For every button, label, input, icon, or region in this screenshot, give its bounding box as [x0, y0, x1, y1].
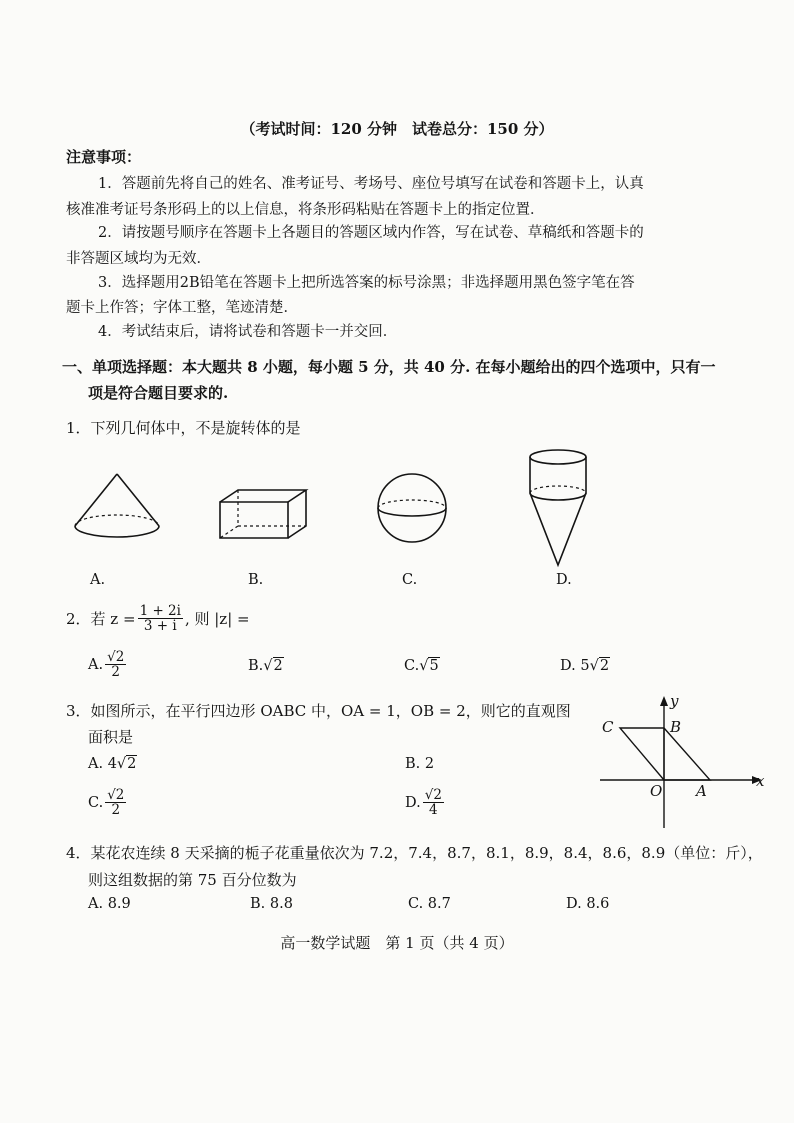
q2-denominator: 3 + i: [143, 618, 177, 635]
option-d: D. 8.6: [566, 896, 610, 912]
cone-icon: [72, 470, 162, 542]
fraction-numerator: √2: [424, 787, 442, 803]
section-heading: 一、单项选择题：本大题共 8 小题，每小题 5 分，共 40 分. 在每小题给出的四个选项中，只有一: [62, 358, 716, 376]
fraction-denominator: 2: [111, 802, 121, 819]
question-4-stem: 则这组数据的第 75 百分位数为: [88, 871, 297, 889]
point-o-label: O: [650, 782, 663, 800]
option-c: [88, 788, 128, 817]
sqrt-expression: √2: [589, 658, 610, 674]
point-a-label: A: [696, 782, 707, 800]
radicand: 5: [429, 658, 439, 674]
note-line: 1．答题前先将自己的姓名、准考证号、考场号、座位号填写在试卷和答题卡上，认真: [98, 176, 644, 192]
x-axis-label: x: [756, 772, 765, 790]
option-fraction: [105, 650, 126, 679]
q2-numerator: 1 + 2i: [139, 603, 181, 619]
option-label: A. 4: [88, 756, 117, 772]
fraction-denominator: 2: [111, 664, 120, 681]
option-a: [88, 756, 137, 772]
option-b: B. 2: [405, 756, 435, 772]
q2-fraction: [138, 604, 183, 633]
radicand: 2: [599, 658, 610, 674]
question-2-stem: [66, 604, 250, 633]
point-b-label: B: [670, 718, 682, 736]
cylinder-cone-icon: [526, 447, 590, 569]
sqrt-expression: √5: [419, 658, 439, 674]
radicand: 2: [127, 756, 137, 772]
notes-title: 注意事项：: [66, 148, 142, 166]
option-d: [560, 658, 610, 674]
parallelogram-figure: [596, 692, 772, 830]
option-label: C.: [88, 794, 104, 811]
option-b: B.: [248, 572, 264, 588]
option-fraction: [423, 788, 444, 817]
question-3-stem: 面积是: [88, 728, 134, 746]
option-b: [248, 658, 284, 674]
option-label: D.: [405, 794, 421, 811]
radicand: 2: [273, 658, 283, 674]
note-line: 2．请按题号顺序在答题卡上各题目的答题区域内作答，写在试卷、草稿纸和答题卡的: [98, 225, 644, 241]
option-label: B.: [248, 658, 264, 674]
note-line: 3．选择题用2B铅笔在答题卡上把所选答案的标号涂黑；非选择题用黑色签字笔在答: [98, 275, 635, 291]
fraction-denominator: 4: [429, 802, 438, 819]
question-4-stem: 4．某花农连续 8 天采摘的栀子花重量依次为 7.2，7.4，8.7，8.1，8.9，8.4，8.6，8.9（单位：斤），: [66, 844, 763, 862]
exam-info: （考试时间：120 分钟 试卷总分：150 分）: [240, 120, 554, 138]
option-a: A. 8.9: [88, 896, 131, 912]
q2-suffix: , 则 |z| =: [184, 610, 250, 629]
option-d: D.: [556, 572, 572, 588]
note-line: 非答题区域均为无效．: [66, 251, 211, 267]
point-c-label: C: [602, 718, 614, 736]
note-line: 4．考试结束后，请将试卷和答题卡一并交回．: [98, 324, 398, 340]
q2-prefix: 2．若 z =: [66, 610, 136, 629]
question-3-stem: 3．如图所示，在平行四边形 OABC 中，OA = 1，OB = 2，则它的直观图: [66, 702, 571, 720]
y-axis-label: y: [670, 692, 679, 710]
option-c: C.: [402, 572, 418, 588]
sphere-icon: [375, 471, 449, 545]
option-c: C. 8.7: [408, 896, 451, 912]
option-c: [404, 658, 440, 674]
option-d: [405, 788, 446, 817]
option-a: A.: [90, 572, 106, 588]
sqrt-expression: √2: [263, 658, 283, 674]
option-fraction: [105, 788, 126, 817]
cuboid-icon: [216, 488, 310, 540]
option-label: C.: [404, 658, 420, 674]
option-label: D. 5: [560, 658, 590, 674]
option-b: B. 8.8: [250, 896, 293, 912]
fraction-numerator: √2: [107, 649, 125, 665]
fraction-numerator: √2: [107, 787, 125, 803]
page-footer: 高一数学试题 第 1 页（共 4 页）: [280, 934, 514, 952]
sqrt-expression: √2: [116, 756, 137, 772]
question-1-stem: 1．下列几何体中，不是旋转体的是: [66, 419, 301, 437]
option-label: A.: [88, 656, 104, 673]
note-line: 核准准考证号条形码上的以上信息，将条形码粘贴在答题卡上的指定位置．: [66, 202, 545, 218]
note-line: 题卡上作答；字体工整，笔迹清楚．: [66, 300, 298, 316]
option-a: [88, 650, 128, 679]
section-heading: 项是符合题目要求的.: [88, 384, 229, 402]
